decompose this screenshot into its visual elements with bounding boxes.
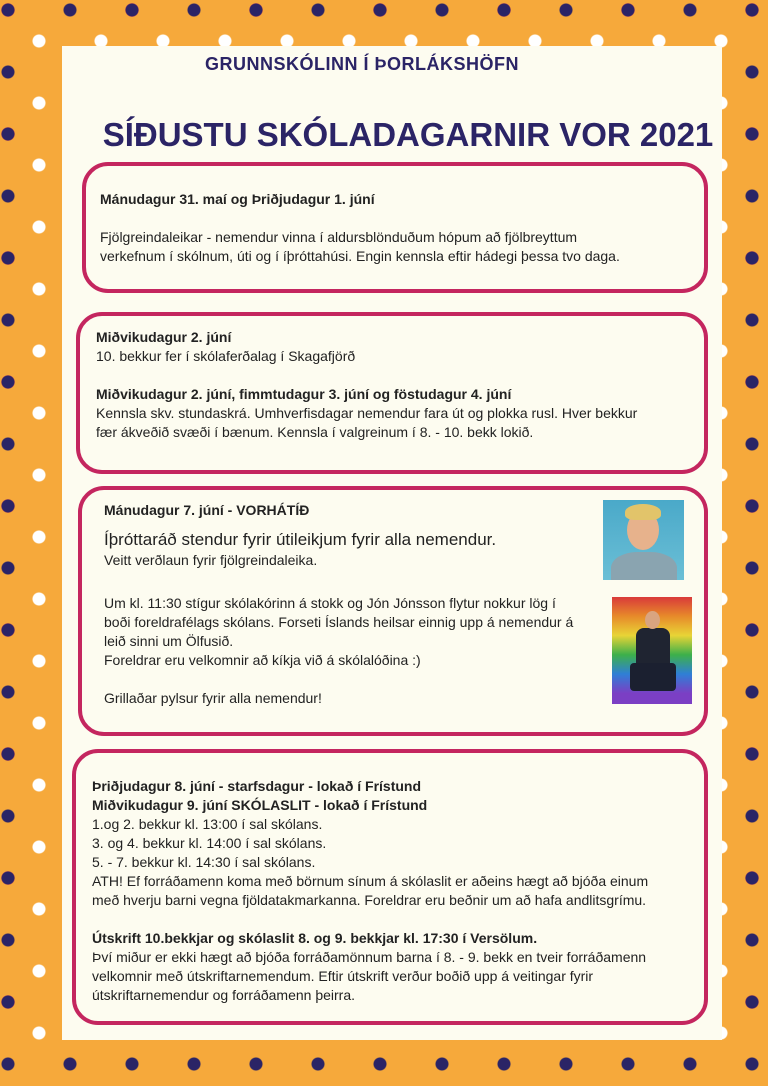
rainbow-stairs-photo — [612, 597, 692, 704]
card-text: Grillaðar pylsur fyrir alla nemendur! — [104, 690, 322, 706]
card-text: 10. bekkur fer í skólaferðalag í Skagafjörð — [96, 348, 356, 364]
card-heading: Þriðjudagur 8. júní - starfsdagur - lokað í Frístund — [92, 778, 422, 794]
card-skolaslit — [72, 749, 708, 1025]
card-text: 3. og 4. bekkur kl. 14:00 í sal skólans. — [92, 835, 327, 851]
card-text: ATH! Ef forráðamenn koma með börnum sínum á skólaslit er aðeins hægt að bjóða einum — [92, 873, 649, 889]
card-heading: Mánudagur 7. júní - VORHÁTÍÐ — [104, 502, 310, 518]
card-text: útskriftarnemendur og forráðamenn þeirra. — [92, 987, 356, 1003]
card-heading: Miðvikudagur 9. júní SKÓLASLIT - lokað í Frístund — [92, 797, 428, 813]
card-text: Fjölgreindaleikar - nemendur vinna í aldursblönduðum hópum að fjölbreyttum — [100, 229, 578, 245]
card-text: boði foreldrafélags skólans. Forseti Íslands heilsar einnig upp á nemendur á — [104, 614, 574, 630]
card-text: verkefnum í skólnum, úti og í íþróttahúsi. Engin kennsla eftir hádegi þessa tvo daga. — [100, 248, 620, 264]
card-text: Veitt verðlaun fyrir fjölgreindaleika. — [104, 552, 318, 568]
card-text: velkomnir með útskriftarnemendum. Eftir útskrift verður boðið upp á veitingar fyrir — [92, 968, 594, 984]
page-title: SÍÐUSTU SKÓLADAGARNIR VOR 2021 — [102, 116, 714, 153]
performer-portrait-photo — [603, 500, 684, 580]
card-text: 5. - 7. bekkur kl. 14:30 í sal skólans. — [92, 854, 316, 870]
card-text: fær ákveðið svæði í bænum. Kennsla í valgreinum í 8. - 10. bekk lokið. — [96, 424, 534, 440]
card-heading: Miðvikudagur 2. júní — [96, 329, 232, 345]
school-name: GRUNNSKÓLINN Í ÞORLÁKSHÖFN — [205, 54, 519, 74]
card-june2 — [76, 312, 708, 474]
card-text: Því miður er ekki hægt að bjóða forráðamönnum barna í 8. - 9. bekk en tveir forráðamenn — [92, 949, 647, 965]
card-text: Kennsla skv. stundaskrá. Umhverfisdagar nemendur fara út og plokka rusl. Hver bekkur — [96, 405, 638, 421]
card-heading: Útskrift 10.bekkjar og skólaslit 8. og 9. bekkjar kl. 17:30 í Versölum. — [92, 930, 538, 946]
card-text: Um kl. 11:30 stígur skólakórinn á stokk og Jón Jónsson flytur nokkur lög í — [104, 595, 556, 611]
card-text: 1.og 2. bekkur kl. 13:00 í sal skólans. — [92, 816, 323, 832]
card-highlight: Íþróttaráð stendur fyrir útileikjum fyrir alla nemendur. — [104, 530, 497, 549]
card-text: leið sinni um Ölfusið. — [104, 633, 234, 649]
card-heading: Miðvikudagur 2. júní, fimmtudagur 3. júní og föstudagur 4. júní — [96, 386, 512, 402]
card-text: Foreldrar eru velkomnir að kíkja við á skólalóðina :) — [104, 652, 421, 668]
card-text: með hverju barni vegna fjöldatakmarkanna. Foreldrar eru beðnir um að hafa andlitsgrímu. — [92, 892, 647, 908]
card-may31 — [82, 162, 708, 293]
card-heading: Mánudagur 31. maí og Þriðjudagur 1. júní — [100, 191, 375, 207]
